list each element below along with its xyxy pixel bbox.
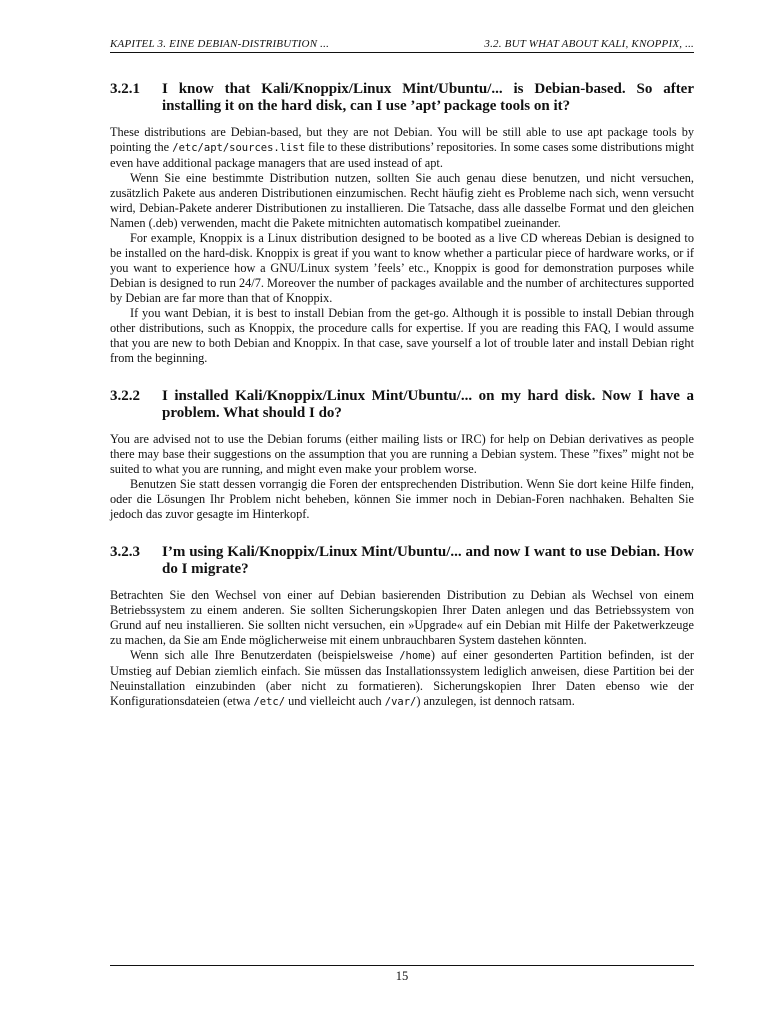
page-number: 15: [395, 969, 409, 983]
section-heading: [110, 388, 694, 422]
section-heading: [110, 544, 694, 578]
paragraph: Betrachten Sie den Wechsel von einer auf Debian basierenden Distribution zu Debian als Wechsel von einem Betriebssystem zu einem anderen. Sie sollten Sicherungskopien Ihrer Daten anlegen und das Betriebssystem von Grund auf neu installieren. Sie sollten nicht versuchen, ein »Upgrade« auf ein Debian mit Hilfe der Paketwerkzeuge zu machen, da Sie am Ende möglicherweise mit einem unbrauchbaren System dastehen könnten.: [110, 588, 694, 647]
paragraph: [110, 648, 694, 710]
section-title: I know that Kali/Knoppix/Linux Mint/Ubuntu/... is Debian-based. So after installing it on the hard disk, can I use ’apt’ package tools on it?: [162, 81, 694, 114]
paragraph-text: ) auf einer gesonderten Partition befinden, ist der Umstieg auf Debian ziemlich einfach. Sie müssen das Installationssystem lediglich anweisen, diese Partition bei der Neuinstallation einzubinden (aber nicht zu formatieren). Sicherungskopien Ihrer Daten ebenso wie der Konfigurationsdateien (etwa: [110, 648, 694, 708]
paragraph-text: ) anzulegen, ist dennoch ratsam.: [416, 694, 575, 708]
paragraph-text: file to these distributions’ repositories. In some cases some distributions might even have additional package managers that are used instead of apt.: [110, 140, 694, 170]
paragraph: Benutzen Sie statt dessen vorrangig die Foren der entsprechenden Distribution. Wenn Sie dort keine Hilfe finden, oder die Lösungen Ihr Problem nicht beheben, können Sie immer noch in Debian-Foren nachhaken. Behalten Sie jedoch das zuvor gesagte im Hinterkopf.: [110, 477, 694, 521]
inline-code: /home: [399, 650, 431, 662]
section-number: 3.2.2: [110, 388, 140, 404]
running-header: [110, 38, 694, 53]
inline-code: /etc/apt/sources.list: [172, 142, 306, 154]
section-heading: [110, 81, 694, 115]
section-number: 3.2.1: [110, 81, 140, 97]
paragraph: If you want Debian, it is best to install Debian from the get-go. Although it is possible to install Debian through other distributions, such as Knoppix, the procedure calls for expertise. If you are reading this FAQ, I would assume that you are new to both Debian and Knoppix. In that case, save yourself a lot of trouble later and install Debian right from the beginning.: [110, 306, 694, 365]
section-number: 3.2.3: [110, 544, 140, 560]
header-chapter: KAPITEL 3. EINE DEBIAN-DISTRIBUTION ...: [110, 38, 330, 50]
paragraph-text: Wenn sich alle Ihre Benutzerdaten (beispielsweise: [130, 648, 400, 662]
header-section: 3.2. BUT WHAT ABOUT KALI, KNOPPIX, ...: [484, 38, 694, 50]
inline-code: /var/: [384, 696, 417, 708]
inline-code: /etc/: [253, 696, 286, 708]
page-body: [110, 38, 694, 710]
section-3-2-1: [110, 81, 694, 366]
paragraph-text: These distributions are Debian-based, but they are not Debian. You will be still able to use apt package tools by pointing the: [110, 125, 694, 154]
page-footer: [110, 965, 694, 984]
section-title: I installed Kali/Knoppix/Linux Mint/Ubuntu/... on my hard disk. Now I have a problem. What should I do?: [162, 388, 694, 421]
paragraph: For example, Knoppix is a Linux distribution designed to be booted as a live CD whereas Debian is designed to be installed on the hard-disk. Knoppix is great if you want to know whether a particular piece of hardware works, or if you want to experience how a GNU/Linux system ’feels’ etc., Knoppix is good for demonstration purposes while Debian is designed to run 24/7. Moreover the number of packages available and the number of architectures supported by Debian are far more than that of Knoppix.: [110, 231, 694, 305]
paragraph: You are advised not to use the Debian forums (either mailing lists or IRC) for help on Debian derivatives as people there may base their suggestions on the assumption that you are running a Debian system. These ”fixes” might not be suited to what you are running, and might even make your problem worse.: [110, 432, 694, 476]
paragraph: [110, 125, 694, 171]
section-title: I’m using Kali/Knoppix/Linux Mint/Ubuntu/... and now I want to use Debian. How do I migrate?: [162, 544, 694, 577]
section-3-2-2: [110, 388, 694, 522]
section-3-2-3: [110, 544, 694, 710]
paragraph-text: und vielleicht auch: [285, 694, 385, 708]
paragraph: Wenn Sie eine bestimmte Distribution nutzen, sollten Sie auch genau diese benutzen, und nicht versuchen, zusätzlich Pakete aus anderen Distributionen einzumischen. Recht häufig zieht es Probleme nach sich, wenn versucht wird, Debian-Pakete anderer Distributionen zu installieren. Die Tatsache, dass alle dasselbe Format und den gleichen Namen (.deb) verwenden, macht die Pakete mitnichten automatisch kompatibel zueinander.: [110, 171, 694, 230]
